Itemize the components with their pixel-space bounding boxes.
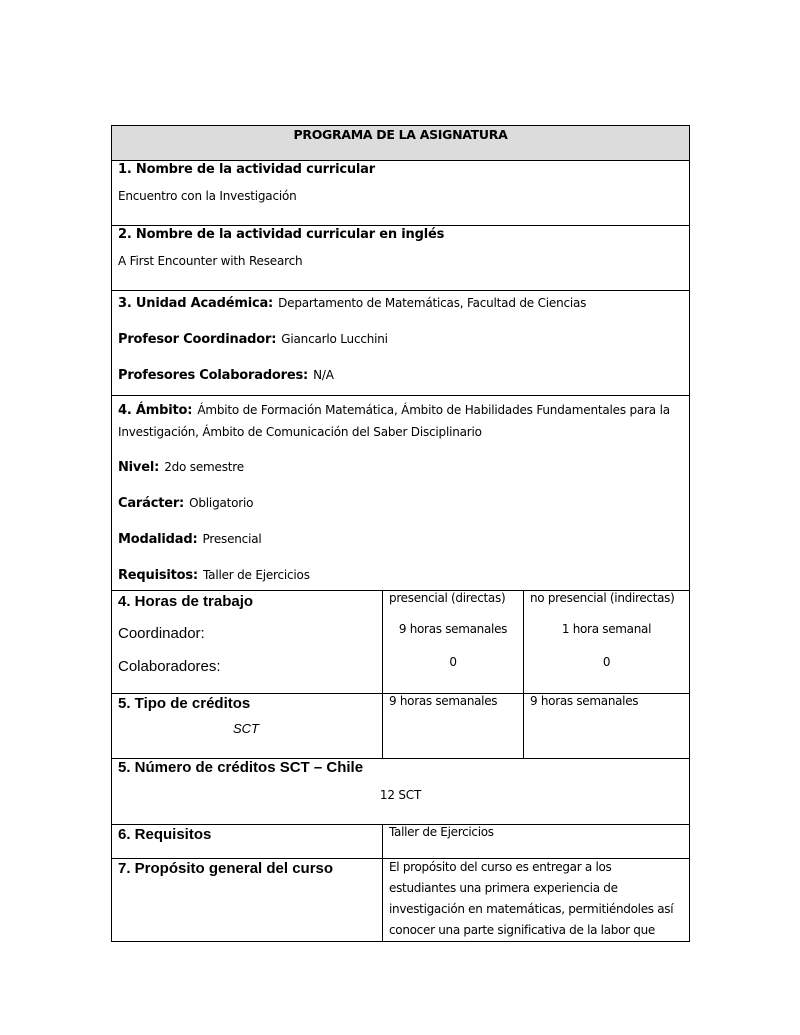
caracter-value: Obligatorio	[189, 496, 254, 510]
horas-row	[112, 591, 690, 694]
header-row	[112, 126, 690, 161]
proposito-line: El propósito del curso es entregar a los	[389, 860, 612, 874]
modalidad-line	[118, 528, 683, 547]
program-table	[111, 125, 690, 942]
ambito-value-1: Ámbito de Formación Matemática, Ámbito de Habilidades Fundamentales para la	[197, 403, 670, 417]
section-4	[112, 396, 690, 591]
req-value: Taller de Ejercicios	[389, 825, 494, 839]
section-1-label: 1. Nombre de la actividad curricular	[118, 162, 375, 177]
proposito-label: 7. Propósito general del curso	[118, 860, 334, 877]
proposito-line: investigación en matemáticas, permitiéndoles así	[389, 902, 674, 916]
req-label: 6. Requisitos	[118, 826, 212, 843]
nivel-label: Nivel:	[118, 460, 160, 475]
proposito-line: estudiantes una primera experiencia de	[389, 881, 618, 895]
unidad-value: Departamento de Matemáticas, Facultad de Ciencias	[278, 296, 587, 310]
proposito-text	[383, 857, 689, 941]
coordinator-label: Profesor Coordinador:	[118, 332, 277, 347]
coord-no-presencial: 1 hora semanal	[561, 622, 652, 636]
collaborators-label: Profesores Colaboradores:	[118, 368, 309, 383]
coordinator-line	[118, 328, 683, 347]
coordinator-value: Giancarlo Lucchini	[281, 332, 388, 346]
caracter-line	[118, 492, 683, 511]
requisitos-row	[112, 825, 690, 859]
collaborators-value: N/A	[313, 368, 334, 382]
numero-label: 5. Número de créditos SCT – Chile	[118, 759, 364, 776]
ambito-label: 4. Ámbito:	[118, 403, 193, 418]
presencial-header: presencial (directas)	[389, 591, 506, 605]
caracter-label: Carácter:	[118, 496, 185, 511]
ambito-line	[118, 399, 683, 442]
section-1	[112, 161, 690, 226]
unidad-label: 3. Unidad Académica:	[118, 296, 274, 311]
proposito-line: conocer una parte significativa de la labor que	[389, 923, 655, 937]
colab-no-presencial: 0	[602, 655, 611, 669]
program-title: PROGRAMA DE LA ASIGNATURA	[112, 126, 690, 161]
unidad-line	[118, 292, 683, 311]
no-presencial-header: no presencial (indirectas)	[530, 591, 675, 605]
nivel-value: 2do semestre	[164, 460, 244, 474]
requisitos-label: Requisitos:	[118, 568, 198, 583]
requisitos-value: Taller de Ejercicios	[203, 568, 310, 582]
course-name-english: A First Encounter with Research	[118, 254, 303, 268]
course-name: Encuentro con la Investigación	[118, 189, 297, 203]
creditos-col2: 9 horas semanales	[530, 694, 639, 708]
horas-label: 4. Horas de trabajo	[118, 593, 254, 610]
proposito-row	[112, 859, 690, 942]
creditos-col1: 9 horas semanales	[389, 694, 498, 708]
creditos-row	[112, 694, 690, 759]
modalidad-label: Modalidad:	[118, 532, 198, 547]
colab-presencial: 0	[449, 655, 457, 669]
horas-coordinator-label: Coordinador:	[118, 625, 205, 642]
creditos-label: 5. Tipo de créditos	[118, 695, 251, 712]
modalidad-value: Presencial	[202, 532, 262, 546]
ambito-value-2: Investigación, Ámbito de Comunicación del Saber Disciplinario	[118, 425, 482, 439]
section-2	[112, 226, 690, 291]
collaborators-line	[118, 364, 683, 383]
coord-presencial: 9 horas semanales	[398, 622, 508, 636]
numero-row	[112, 759, 690, 825]
creditos-sub: SCT	[233, 721, 259, 736]
nivel-line	[118, 456, 683, 475]
requisitos-line	[118, 564, 683, 583]
horas-collaborators-label: Colaboradores:	[118, 658, 221, 675]
section-3	[112, 291, 690, 396]
section-2-label: 2. Nombre de la actividad curricular en inglés	[118, 227, 445, 242]
numero-value: 12 SCT	[379, 788, 422, 802]
